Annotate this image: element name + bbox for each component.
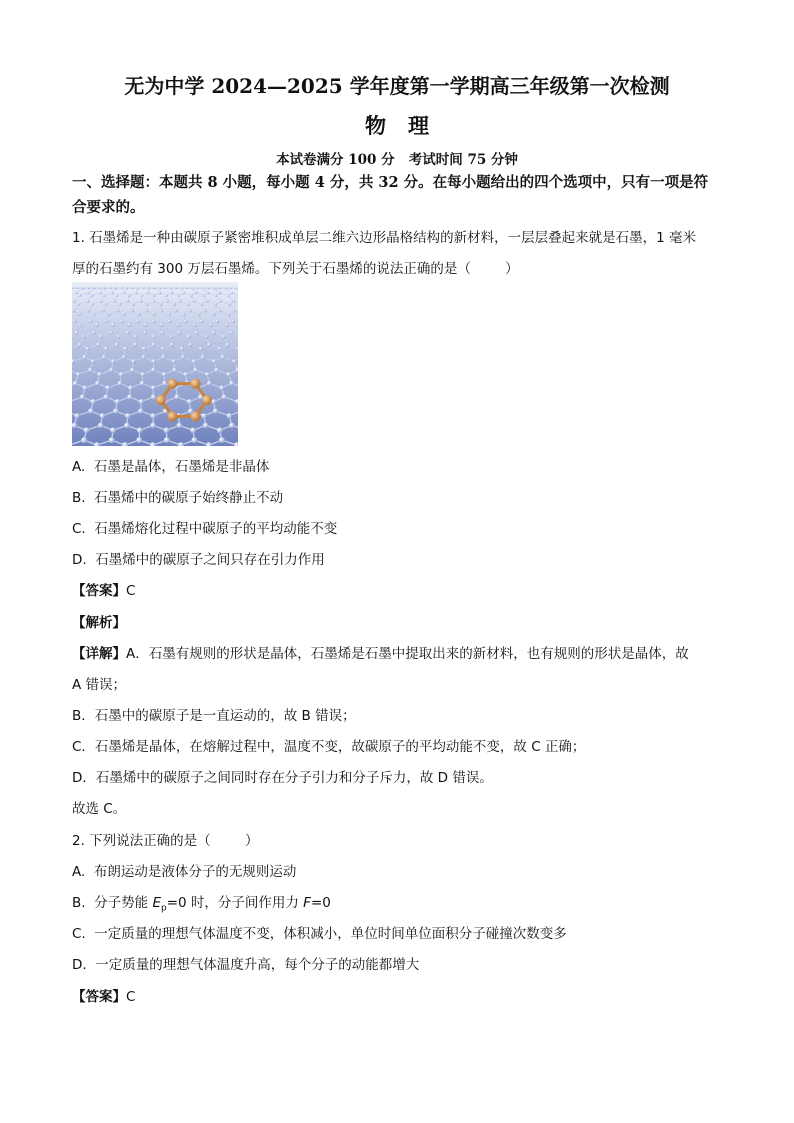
carbon-atom (172, 359, 176, 363)
carbon-atom (178, 331, 182, 335)
carbon-atom (153, 300, 156, 303)
carbon-atom (207, 381, 212, 386)
q1-detail-d: D．石墨烯中的碳原子之间同时存在分子引力和分子斥力，故 D 错误。 (72, 770, 493, 786)
carbon-atom (105, 303, 108, 306)
carbon-atom (232, 300, 235, 303)
carbon-atom (88, 287, 90, 289)
analysis-label: 【解析】 (72, 615, 126, 631)
carbon-atom (197, 313, 200, 316)
carbon-atom (90, 399, 95, 404)
subject-char-2: 理 (408, 113, 429, 138)
carbon-atom (91, 359, 95, 363)
carbon-atom (229, 423, 235, 429)
carbon-atom (170, 287, 172, 289)
carbon-atom (137, 427, 143, 433)
carbon-atom (102, 355, 106, 359)
carbon-atom (147, 292, 150, 295)
carbon-atom (216, 320, 219, 323)
highlight-atom (156, 395, 166, 405)
carbon-atom (92, 287, 94, 289)
carbon-atom (109, 331, 113, 335)
carbon-atom (161, 347, 165, 351)
carbon-atom (99, 335, 103, 339)
carbon-atom (73, 320, 76, 323)
graphene-figure (72, 282, 238, 446)
carbon-atom (91, 303, 94, 306)
carbon-atom (123, 292, 126, 295)
carbon-atom (192, 287, 194, 289)
carbon-atom (170, 343, 174, 347)
q2-stem: 2. 下列说法正确的是（ ） (72, 833, 259, 849)
carbon-atom (113, 408, 118, 413)
carbon-atom (115, 343, 119, 347)
carbon-atom (151, 368, 156, 373)
q2-option-b-mid: =0 时，分子间作用力 (166, 895, 304, 911)
carbon-atom (177, 323, 180, 326)
carbon-atom (103, 394, 108, 399)
carbon-atom (131, 287, 133, 289)
carbon-atom (214, 368, 219, 373)
carbon-atom (77, 313, 80, 316)
carbon-atom (111, 292, 114, 295)
carbon-atom (95, 323, 98, 326)
carbon-atom (203, 309, 206, 312)
carbon-atom (195, 331, 199, 335)
carbon-atom (205, 335, 209, 339)
carbon-atom (87, 292, 90, 295)
carbon-atom (75, 331, 79, 335)
carbon-atom (227, 294, 230, 297)
carbon-atom (134, 335, 138, 339)
carbon-atom (128, 323, 131, 326)
carbon-atom (120, 287, 122, 289)
highlight-atom (168, 411, 178, 421)
carbon-atom (95, 381, 100, 386)
carbon-atom (172, 368, 177, 373)
carbon-atom (77, 287, 79, 289)
carbon-atom (131, 309, 134, 312)
carbon-atom (201, 413, 206, 418)
subject-char-1: 物 (365, 113, 386, 138)
carbon-atom (153, 294, 156, 297)
carbon-atom (124, 423, 130, 429)
carbon-atom (193, 368, 198, 373)
carbon-atom (147, 287, 149, 289)
carbon-atom (225, 287, 227, 289)
carbon-atom (167, 313, 170, 316)
carbon-atom (192, 300, 195, 303)
carbon-atom (109, 368, 114, 373)
carbon-atom (142, 355, 146, 359)
carbon-atom (221, 355, 225, 359)
carbon-atom (183, 292, 186, 295)
carbon-atom (140, 294, 143, 297)
carbon-atom (181, 287, 183, 289)
highlight-atom (168, 379, 178, 389)
carbon-atom (131, 359, 135, 363)
q2-option-b-suffix: =0 (310, 895, 331, 911)
carbon-atom (177, 423, 183, 429)
carbon-atom (144, 323, 147, 326)
carbon-atom (218, 347, 222, 351)
carbon-atom (189, 343, 193, 347)
carbon-atom (189, 309, 192, 312)
symbol-ep-sub: p (160, 903, 167, 914)
carbon-atom (88, 408, 93, 413)
carbon-atom (219, 437, 225, 443)
carbon-atom (171, 292, 174, 295)
carbon-atom (187, 335, 191, 339)
carbon-atom (222, 394, 227, 399)
carbon-atom (132, 303, 135, 306)
carbon-atom (153, 287, 155, 289)
carbon-atom (218, 309, 221, 312)
carbon-atom (75, 292, 78, 295)
carbon-atom (81, 287, 83, 289)
carbon-atom (202, 294, 205, 297)
carbon-atom (164, 287, 166, 289)
carbon-atom (152, 335, 156, 339)
carbon-atom (116, 294, 119, 297)
q1-option-b: B. 石墨烯中的碳原子始终静止不动 (72, 490, 284, 506)
carbon-atom (81, 437, 87, 443)
carbon-atom (117, 381, 122, 386)
carbon-atom (73, 300, 76, 303)
carbon-atom (128, 385, 133, 390)
carbon-atom (160, 323, 163, 326)
carbon-atom (182, 313, 185, 316)
q1-detail-c: C．石墨烯是晶体，在熔解过程中，温度不变，故碳原子的平均动能不变，故 C 正确； (72, 739, 586, 755)
carbon-atom (178, 294, 181, 297)
carbon-atom (219, 385, 224, 390)
carbon-atom (191, 437, 197, 443)
section-heading: 一、选择题：本题共 8 小题，每小题 4 分，共 32 分。在每小题给出的四个选项中，只有一项是符合要求的。 (72, 174, 709, 216)
carbon-atom (74, 413, 79, 418)
carbon-atom (212, 313, 215, 316)
q1-stem-line1: 1. 石墨烯是一种由碳原子紧密堆积成单层二维六边形晶格结构的新材料，一层层叠起来就是石墨，1 毫米 (72, 230, 697, 246)
carbon-atom (146, 303, 149, 306)
carbon-atom (152, 313, 155, 316)
carbon-atom (180, 347, 184, 351)
carbon-atom (217, 427, 223, 433)
symbol-f: F (303, 895, 311, 911)
carbon-atom (120, 320, 123, 323)
carbon-atom (133, 343, 137, 347)
carbon-atom (115, 399, 120, 404)
carbon-atom (164, 437, 170, 443)
carbon-atom (126, 300, 129, 303)
carbon-atom (103, 287, 105, 289)
carbon-atom (162, 381, 167, 386)
carbon-atom (83, 385, 88, 390)
carbon-atom (101, 309, 104, 312)
carbon-atom (181, 355, 185, 359)
carbon-atom (219, 300, 222, 303)
detail-label: 【详解】 (72, 646, 126, 662)
carbon-atom (229, 287, 231, 289)
carbon-atom (78, 343, 82, 347)
carbon-atom (151, 385, 156, 390)
q2-option-c: C. 一定质量的理想气体温度不变，体积减小，单位时间单位面积分子碰撞次数变多 (72, 926, 567, 942)
subject-title (0, 110, 794, 140)
carbon-atom (193, 323, 196, 326)
carbon-atom (160, 331, 164, 335)
carbon-atom (173, 303, 176, 306)
q1-conclusion: 故选 C。 (72, 801, 127, 817)
carbon-atom (119, 372, 124, 377)
carbon-atom (138, 408, 143, 413)
carbon-atom (109, 437, 115, 443)
carbon-atom (91, 294, 94, 297)
carbon-atom (118, 303, 121, 306)
carbon-atom (76, 372, 81, 377)
carbon-atom (175, 287, 177, 289)
q1-answer (72, 579, 135, 599)
carbon-atom (87, 309, 90, 312)
carbon-atom (109, 287, 111, 289)
highlight-atom (191, 379, 201, 389)
carbon-atom (190, 294, 193, 297)
answer-label: 【答案】 (72, 583, 126, 599)
carbon-atom (113, 300, 116, 303)
carbon-atom (207, 292, 210, 295)
carbon-atom (150, 413, 155, 418)
carbon-atom (86, 300, 89, 303)
carbon-atom (117, 335, 121, 339)
carbon-atom (229, 331, 233, 335)
exam-title: 无为中学 2024—2025 学年度第一学期高三年级第一次检测 (124, 74, 670, 98)
carbon-atom (111, 323, 114, 326)
carbon-atom (222, 335, 226, 339)
carbon-atom (151, 359, 155, 363)
carbon-atom (136, 437, 142, 443)
q2-answer (72, 985, 135, 1005)
carbon-atom (100, 300, 103, 303)
carbon-atom (140, 381, 145, 386)
highlight-atom (202, 395, 212, 405)
carbon-atom (162, 372, 167, 377)
answer-label: 【答案】 (72, 989, 126, 1005)
carbon-atom (206, 300, 209, 303)
carbon-atom (159, 292, 162, 295)
carbon-atom (200, 320, 203, 323)
carbon-atom (96, 343, 100, 347)
carbon-atom (125, 287, 127, 289)
carbon-atom (139, 300, 142, 303)
carbon-atom (139, 399, 144, 404)
carbon-atom (225, 323, 228, 326)
q1-analysis-label (72, 611, 126, 631)
carbon-atom (128, 294, 131, 297)
q2-option-b-prefix: B. 分子势能 (72, 895, 153, 911)
q2-option-a: A. 布朗运动是液体分子的无规则运动 (72, 864, 297, 880)
carbon-atom (226, 343, 230, 347)
carbon-atom (159, 303, 162, 306)
carbon-atom (98, 287, 100, 289)
carbon-atom (212, 359, 216, 363)
carbon-atom (151, 394, 156, 399)
carbon-atom (165, 294, 168, 297)
carbon-atom (203, 287, 205, 289)
carbon-atom (207, 343, 211, 347)
carbon-atom (81, 335, 85, 339)
carbon-atom (159, 287, 161, 289)
carbon-atom (231, 292, 234, 295)
q2-option-d: D. 一定质量的理想气体温度升高，每个分子的动能都增大 (72, 957, 420, 973)
carbon-atom (214, 287, 216, 289)
carbon-atom (99, 292, 102, 295)
carbon-atom (73, 381, 78, 386)
carbon-atom (98, 423, 104, 429)
carbon-atom (186, 287, 188, 289)
carbon-atom (142, 287, 144, 289)
carbon-atom (232, 309, 235, 312)
carbon-atom (197, 287, 199, 289)
q1-option-d: D. 石墨烯中的碳原子之间只存在引力作用 (72, 552, 325, 568)
carbon-atom (145, 309, 148, 312)
carbon-atom (183, 372, 188, 377)
carbon-atom (88, 368, 93, 373)
carbon-atom (122, 313, 125, 316)
carbon-atom (232, 359, 236, 363)
carbon-atom (116, 309, 119, 312)
carbon-atom (126, 331, 130, 335)
carbon-atom (166, 300, 169, 303)
graphene-lattice-image (72, 282, 238, 446)
carbon-atom (203, 423, 209, 429)
carbon-atom (72, 309, 75, 312)
carbon-atom (187, 303, 190, 306)
carbon-atom (168, 320, 171, 323)
carbon-atom (195, 292, 198, 295)
q1-stem-line2: 厚的石墨约有 300 万层石墨烯。下列关于石墨烯的说法正确的是（ ） (72, 261, 519, 277)
carbon-atom (226, 372, 231, 377)
carbon-atom (142, 347, 146, 351)
carbon-atom (89, 320, 92, 323)
carbon-atom (174, 394, 179, 399)
carbon-atom (125, 413, 130, 418)
q1-detail-line2: A 错误； (72, 677, 127, 693)
carbon-atom (103, 294, 106, 297)
carbon-atom (83, 427, 89, 433)
carbon-atom (219, 292, 222, 295)
q1-option-c: C. 石墨烯熔化过程中碳原子的平均动能不变 (72, 521, 338, 537)
q1-detail-b: B．石墨中的碳原子是一直运动的，故 B 错误； (72, 708, 356, 724)
carbon-atom (199, 347, 203, 351)
carbon-atom (213, 408, 218, 413)
carbon-atom (164, 427, 170, 433)
carbon-atom (80, 394, 85, 399)
carbon-atom (215, 294, 218, 297)
carbon-atom (111, 359, 115, 363)
carbon-atom (114, 287, 116, 289)
carbon-atom (184, 320, 187, 323)
carbon-atom (110, 427, 116, 433)
carbon-atom (200, 303, 203, 306)
carbon-atom (130, 368, 135, 373)
highlight-atom (191, 411, 201, 421)
carbon-atom (85, 347, 89, 351)
carbon-atom (227, 413, 232, 418)
carbon-atom (160, 309, 163, 312)
carbon-atom (137, 313, 140, 316)
detail-a-text: A．石墨有规则的形状是晶体，石墨烯是石墨中提取出来的新材料，也有规则的形状是晶体，故 (126, 646, 689, 662)
carbon-atom (107, 313, 110, 316)
answer-value: C (126, 583, 136, 599)
carbon-atom (82, 355, 86, 359)
carbon-atom (228, 303, 231, 306)
carbon-atom (122, 355, 126, 359)
carbon-atom (105, 385, 110, 390)
carbon-atom (105, 320, 108, 323)
carbon-atom (140, 372, 145, 377)
carbon-atom (92, 331, 96, 335)
carbon-atom (79, 323, 82, 326)
exam-info: 本试卷满分 100 分 考试时间 75 分钟 (276, 152, 518, 168)
carbon-atom (219, 287, 221, 289)
carbon-atom (161, 355, 165, 359)
carbon-atom (123, 347, 127, 351)
carbon-atom (136, 320, 139, 323)
carbon-atom (205, 372, 210, 377)
q1-detail-line1 (72, 642, 689, 662)
carbon-atom (229, 381, 234, 386)
q2-option-b (72, 891, 331, 914)
carbon-atom (78, 294, 81, 297)
carbon-atom (231, 320, 234, 323)
carbon-atom (179, 300, 182, 303)
carbon-atom (100, 413, 105, 418)
symbol-ep: E (152, 895, 161, 911)
carbon-atom (190, 427, 196, 433)
carbon-atom (212, 331, 216, 335)
carbon-atom (92, 313, 95, 316)
carbon-atom (214, 303, 217, 306)
carbon-atom (208, 287, 210, 289)
carbon-atom (152, 320, 155, 323)
carbon-atom (169, 335, 173, 339)
carbon-atom (150, 423, 156, 429)
carbon-atom (136, 287, 138, 289)
carbon-atom (227, 313, 230, 316)
carbon-atom (187, 399, 192, 404)
carbon-atom (77, 303, 80, 306)
carbon-atom (152, 343, 156, 347)
carbon-atom (135, 292, 138, 295)
carbon-atom (209, 323, 212, 326)
carbon-atom (97, 372, 102, 377)
answer-value: C (126, 989, 136, 1005)
carbon-atom (192, 359, 196, 363)
carbon-atom (201, 355, 205, 359)
carbon-atom (104, 347, 108, 351)
carbon-atom (127, 394, 132, 399)
q1-option-a: A. 石墨是晶体，石墨烯是非晶体 (72, 459, 270, 475)
carbon-atom (174, 309, 177, 312)
carbon-atom (143, 331, 147, 335)
